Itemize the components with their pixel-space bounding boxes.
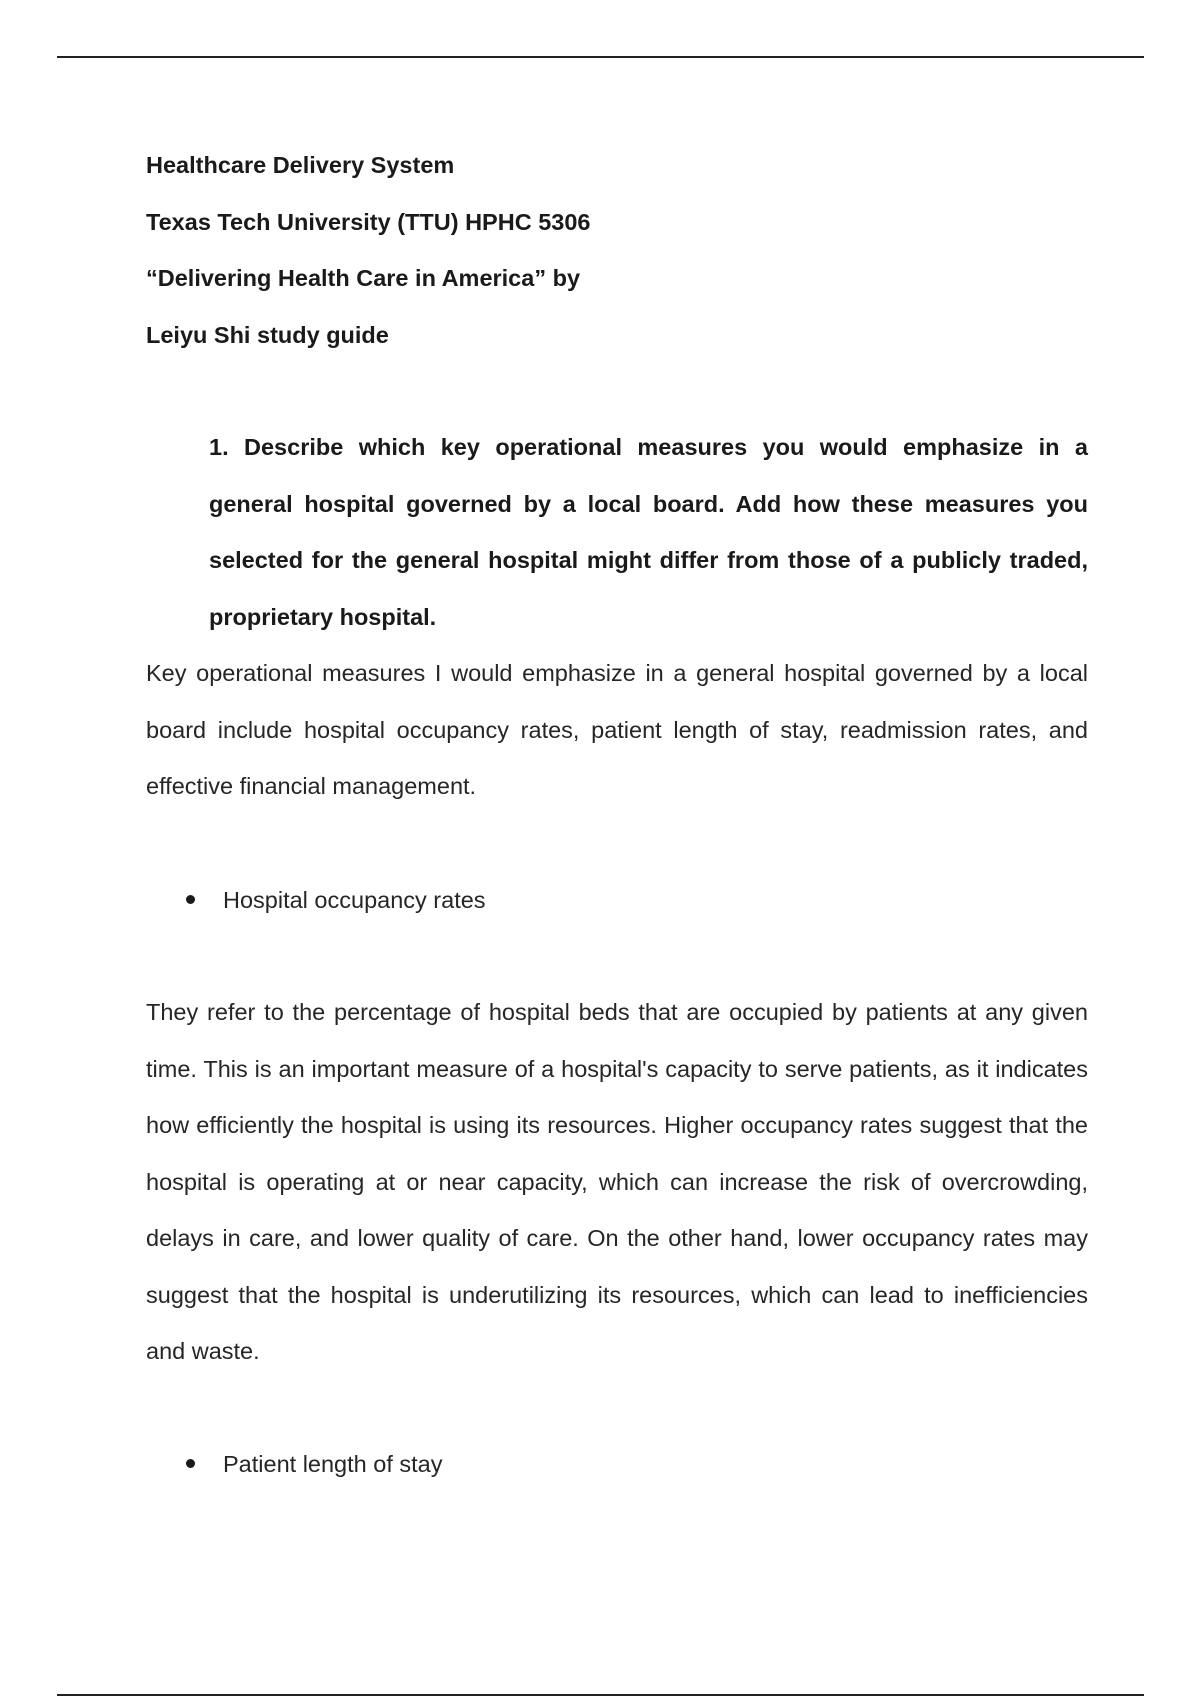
bullet-dot-icon: [186, 1459, 195, 1468]
course-line: Texas Tech University (TTU) HPHC 5306: [146, 208, 591, 235]
book-title-line: “Delivering Health Care in America” by: [146, 265, 581, 291]
bullet-dot-icon: [186, 895, 195, 904]
bullet-label: Patient length of stay: [223, 1450, 443, 1477]
document-page: [146, 137, 1088, 1492]
answer-intro-paragraph: Key operational measures I would emphasize in a general hospital governed by a local board include hospital occupancy rates, patient length of stay, readmission rates, and effective financial management.: [146, 660, 1088, 799]
page-top-rule: [57, 56, 1144, 58]
bullet-label: Hospital occupancy rates: [223, 886, 486, 913]
bullet-item-occupancy: [146, 872, 1088, 929]
page-bottom-rule: [57, 1694, 1144, 1696]
bullet-item-length-of-stay: [146, 1436, 1088, 1493]
study-guide-line: Leiyu Shi study guide: [146, 321, 389, 348]
document-title: Healthcare Delivery System: [146, 152, 455, 178]
question-1: 1. Describe which key operational measures you would emphasize in a general hospital governed by a local board. Add how these measures you selected for the general hospital might differ from those of a publicly traded, proprietary hospital.: [209, 434, 1088, 630]
occupancy-paragraph: They refer to the percentage of hospital beds that are occupied by patients at any given time. This is an important measure of a hospital's capacity to serve patients, as it indicates how efficiently the hospital is using its resources. Higher occupancy rates suggest that the hospital is operating at or near capacity, which can increase the risk of overcrowding, delays in care, and lower quality of care. On the other hand, lower occupancy rates may suggest that the hospital is underutilizing its resources, which can lead to inefficiencies and waste.: [146, 999, 1088, 1364]
